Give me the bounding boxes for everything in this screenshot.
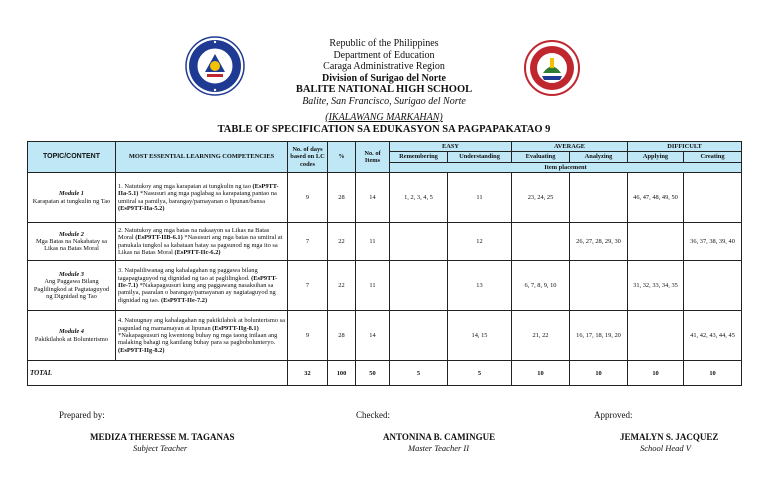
competency-code: (EsP9TT-IIB-6.1): [135, 234, 183, 242]
header-row-1: [28, 142, 742, 152]
specification-table: [27, 141, 742, 386]
total-applying: 10: [628, 361, 684, 386]
percent-cell: 28: [328, 311, 356, 361]
competency-text: 1. Natutukoy ang mga karapatan at tungkulin ng tao: [118, 182, 251, 190]
creating-cell: 41, 42, 43, 44, 45: [684, 311, 742, 361]
region-line: Caraga Administrative Region: [323, 61, 445, 72]
table-row: [28, 173, 742, 223]
competency-code: (EsP9TT-IIe-7.1): [118, 274, 278, 290]
competency-text: 2. Natutukoy ang mga batas na nakaayon sa Likas na Batas Moral: [118, 226, 270, 242]
analyzing-cell: 16, 17, 18, 19, 20: [570, 311, 628, 361]
checked-role: Master Teacher II: [408, 443, 470, 453]
competency-code: (EsP9TT-IIg-8.1): [212, 324, 259, 332]
competency-cell: [116, 223, 288, 261]
document-title: TABLE OF SPECIFICATION SA EDUKASYON SA PAGPAPAKATAO 9: [217, 124, 551, 135]
topic-text: Pakikilahok at Bolunterismo: [34, 335, 109, 343]
header-easy: EASY: [390, 142, 512, 152]
total-evaluating: 10: [512, 361, 570, 386]
total-understanding: 5: [448, 361, 512, 386]
understanding-cell: 11: [448, 173, 512, 223]
competency-text: 3. Naipaliliwanag ang kahalagahan ng paggawa bilang tagapagtaguyod ng dignidad ng tao at paglilingkod.: [118, 267, 258, 282]
republic-line: Republic of the Philippines: [329, 38, 439, 49]
applying-cell: [628, 311, 684, 361]
topic-text: Ang Paggawa Bilang Paglilingkod at Pagtataguyod ng Dignidad ng Tao: [33, 278, 110, 301]
remembering-cell: [390, 311, 448, 361]
header-melc: MOST ESSENTIAL LEARNING COMPETENCIES: [116, 142, 288, 173]
division-line: Division of Surigao del Norte: [322, 72, 446, 84]
header-understanding: Understanding: [448, 152, 512, 162]
competency-code: (EsP9TT-IIa-5.1): [118, 182, 279, 198]
header-items: No. of Items: [356, 142, 390, 173]
school-seal-logo: [524, 40, 580, 96]
prepared-name: MEDIZA THERESSE M. TAGANAS: [90, 432, 235, 442]
percent-cell: 22: [328, 223, 356, 261]
remembering-cell: [390, 261, 448, 311]
header-creating: Creating: [684, 152, 742, 162]
competency-text: *Nasusuri ang mga paglabag sa karapatang pantao na umiiral sa pamilya, barangay/pamayanan o lipunan/bansa: [118, 190, 277, 205]
remembering-cell: 1, 2, 3, 4, 5: [390, 173, 448, 223]
total-days: 32: [288, 361, 328, 386]
applying-cell: 31, 32, 33, 34, 35: [628, 261, 684, 311]
creating-cell: [684, 173, 742, 223]
percent-cell: 22: [328, 261, 356, 311]
header-remembering: Remembering: [390, 152, 448, 162]
analyzing-cell: [570, 173, 628, 223]
header-applying: Applying: [628, 152, 684, 162]
checked-label: Checked:: [356, 410, 390, 420]
evaluating-cell: [512, 223, 570, 261]
header-item-placement: Item placement: [390, 162, 742, 172]
module-title: Module 1: [58, 190, 85, 198]
header-percent: %: [328, 142, 356, 173]
competency-code: (EsP9TT-IIe-7.2): [160, 296, 208, 304]
total-items: 50: [356, 361, 390, 386]
analyzing-cell: [570, 261, 628, 311]
competency-code: (EsP9TT-IIc-6.2): [174, 249, 221, 257]
evaluating-cell: 23, 24, 25: [512, 173, 570, 223]
competency-text: *Nasusuri ang mga batas na umiiral at panukala tungkol sa kabataan batay sa pagsunod ng mga ito sa Likas na Batas Moral: [118, 234, 283, 257]
total-creating: 10: [684, 361, 742, 386]
approved-role: School Head V: [640, 443, 691, 453]
applying-cell: [628, 223, 684, 261]
school-name: BALITE NATIONAL HIGH SCHOOL: [295, 84, 473, 95]
competency-text: 4. Naiuugnay ang kahalagahan ng pakikilahok at bolunterismo sa pagunlad ng mamamayan at lipunan: [118, 317, 285, 332]
school-header: [250, 38, 518, 107]
competency-text: *Nakapagsusuri ng kwentong buhay ng mga taong inilaan ang malaking bahagi ng kanilang buhay para sa pagbobolunteryo.: [118, 332, 278, 347]
days-cell: 9: [288, 173, 328, 223]
days-cell: 7: [288, 261, 328, 311]
remembering-cell: [390, 223, 448, 261]
competency-code: (EsP9TT-IIa-5.2): [118, 205, 165, 213]
header-topic: TOPIC/CONTENT: [28, 142, 116, 173]
school-address: Balite, San Francisco, Surigao del Norte: [302, 95, 466, 107]
quarter-label: (IKALAWANG MARKAHAN): [325, 112, 443, 123]
department-line: Department of Education: [333, 49, 435, 61]
creating-cell: [684, 261, 742, 311]
header-evaluating: Evaluating: [512, 152, 570, 162]
topic-text: Karapatan at tungkulin ng Tao: [32, 197, 111, 205]
topic-cell: [28, 261, 116, 311]
approved-label: Approved:: [594, 410, 633, 420]
module-title: Module 4: [58, 328, 85, 336]
header-difficult: DIFFICULT: [628, 142, 742, 152]
table-row: [28, 223, 742, 261]
table-row: [28, 311, 742, 361]
topic-text: Mga Batas na Nakabatay sa Likas na Batas Moral: [36, 238, 107, 253]
competency-code: (EsP9TT-IIg-8.2): [118, 346, 165, 354]
deped-seal-logo: [185, 36, 245, 96]
analyzing-cell: 26, 27, 28, 29, 30: [570, 223, 628, 261]
days-cell: 7: [288, 223, 328, 261]
topic-cell: [28, 311, 116, 361]
header-analyzing: Analyzing: [570, 152, 628, 162]
creating-cell: 36, 37, 38, 39, 40: [684, 223, 742, 261]
competency-cell: [116, 311, 288, 361]
header-average: AVERAGE: [512, 142, 628, 152]
checked-name: ANTONINA B. CAMINGUE: [383, 432, 496, 442]
items-cell: 11: [356, 261, 390, 311]
approved-name: JEMALYN S. JACQUEZ: [620, 432, 719, 442]
topic-cell: [28, 173, 116, 223]
understanding-cell: 14, 15: [448, 311, 512, 361]
header-days: No. of days based on LC codes: [288, 142, 328, 173]
topic-cell: [28, 223, 116, 261]
total-analyzing: 10: [570, 361, 628, 386]
module-title: Module 3: [58, 270, 85, 278]
total-remembering: 5: [390, 361, 448, 386]
competency-cell: [116, 261, 288, 311]
prepared-label: Prepared by:: [59, 410, 105, 420]
competency-text: *Nakapagsusuri kung ang paggawang nasaksihan sa pamilya, paaralan o barangay/pamayanan ay nagtataguyod ng dignidad ng tao.: [118, 282, 276, 304]
evaluating-cell: 21, 22: [512, 311, 570, 361]
total-row: [28, 361, 742, 386]
percent-cell: 28: [328, 173, 356, 223]
items-cell: 11: [356, 223, 390, 261]
evaluating-cell: 6, 7, 8, 9, 10: [512, 261, 570, 311]
total-percent: 100: [328, 361, 356, 386]
understanding-cell: 12: [448, 223, 512, 261]
applying-cell: 46, 47, 48, 49, 50: [628, 173, 684, 223]
table-row: [28, 261, 742, 311]
items-cell: 14: [356, 311, 390, 361]
items-cell: 14: [356, 173, 390, 223]
module-title: Module 2: [58, 230, 85, 238]
days-cell: 9: [288, 311, 328, 361]
competency-cell: [116, 173, 288, 223]
total-label: TOTAL: [28, 361, 288, 386]
prepared-role: Subject Teacher: [133, 443, 188, 453]
understanding-cell: 13: [448, 261, 512, 311]
